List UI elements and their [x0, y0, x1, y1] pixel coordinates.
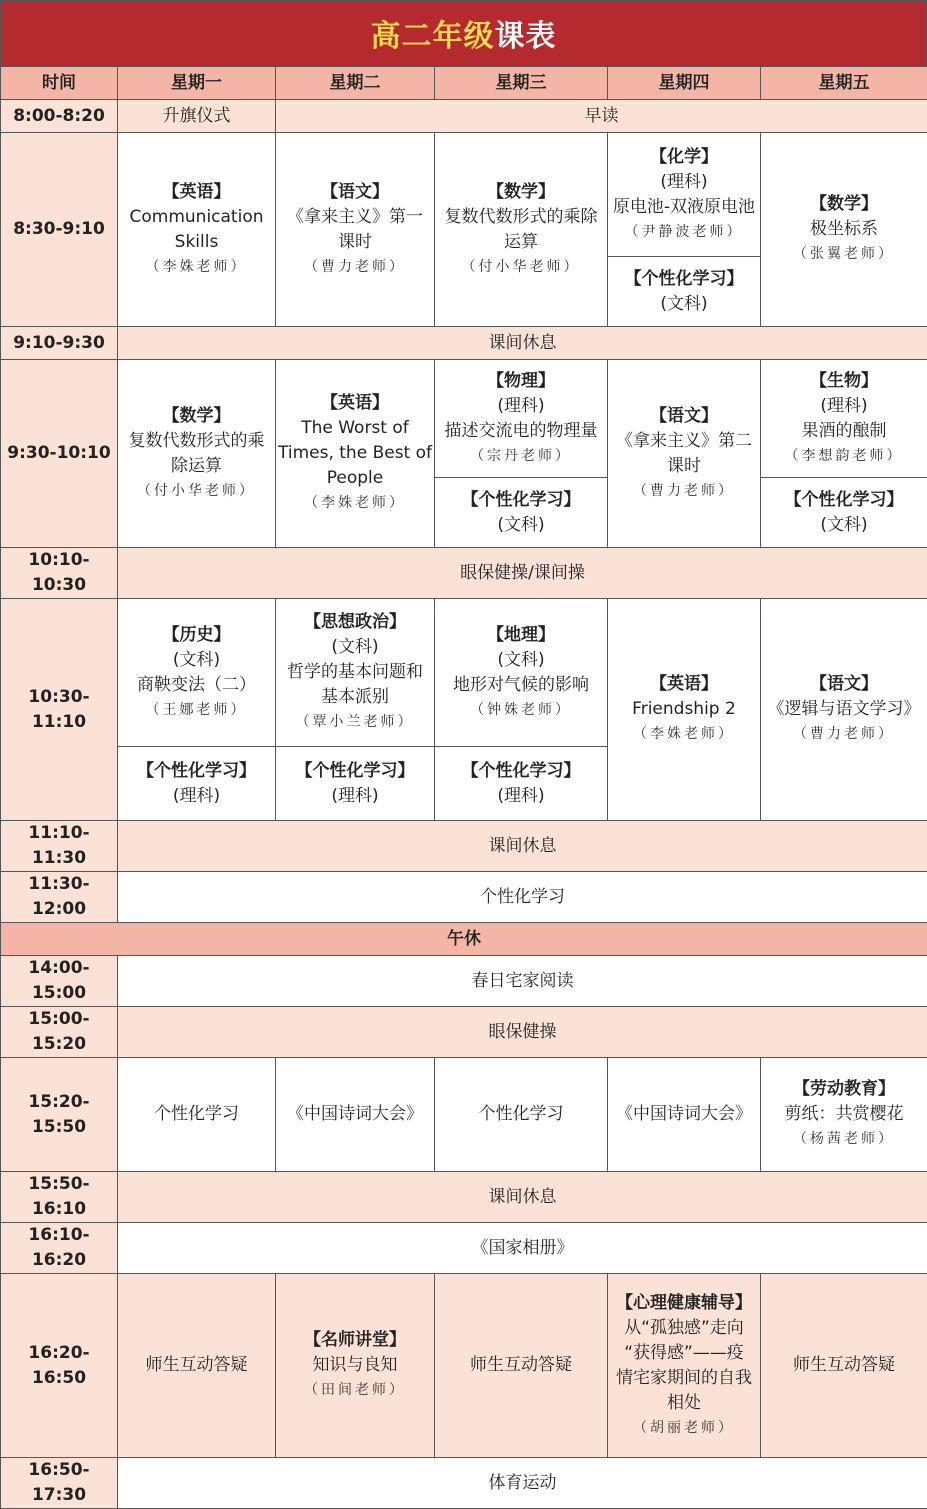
- cell-friday-bottom: [761, 478, 927, 548]
- lesson-line: (文科): [278, 635, 432, 660]
- row-0910: [1, 327, 927, 360]
- header-wednesday: 星期三: [435, 67, 608, 100]
- cell-wednesday-top: [435, 360, 608, 478]
- row-1650: [1, 1458, 927, 1509]
- cell-span: 眼保健操/课间操: [118, 548, 927, 599]
- subject-label: 【劳动教育】: [763, 1077, 925, 1102]
- row-1010: [1, 548, 927, 599]
- row-1130: [1, 872, 927, 923]
- teacher-label: （王娜老师）: [120, 698, 273, 723]
- lesson-line: People: [278, 466, 432, 491]
- teacher-label: （李姝老师）: [610, 722, 758, 747]
- time-cell: 14:00-15:00: [1, 956, 118, 1007]
- subject-label: 【数学】: [120, 404, 273, 429]
- cell-span: 课间休息: [118, 327, 927, 360]
- cell-span: 《国家相册》: [118, 1223, 927, 1274]
- lesson-line: 基本派别: [278, 685, 432, 710]
- teacher-label: （李想韵老师）: [763, 444, 925, 469]
- cell-tuesday: [276, 360, 435, 548]
- row-noon-break: [1, 923, 927, 956]
- subject-label: 【个性化学习】: [278, 759, 432, 784]
- lesson-line: 商鞅变法（二）: [120, 673, 273, 698]
- cell-tuesday-top: [276, 599, 435, 747]
- lesson-line: 果酒的酿制: [763, 419, 925, 444]
- lesson-line: 知识与良知: [278, 1353, 432, 1378]
- header-thursday: 星期四: [608, 67, 761, 100]
- cell-monday: [118, 133, 276, 327]
- lesson-line: (文科): [610, 292, 758, 317]
- time-cell: 16:20-16:50: [1, 1274, 118, 1458]
- lesson-line: (文科): [437, 648, 605, 673]
- lesson-line: Communication: [120, 205, 273, 230]
- header-monday: 星期一: [118, 67, 276, 100]
- teacher-label: （曹力老师）: [278, 255, 432, 280]
- row-1550: [1, 1172, 927, 1223]
- subject-label: 【个性化学习】: [437, 759, 605, 784]
- teacher-label: （田间老师）: [278, 1378, 432, 1403]
- lesson-line: 极坐标系: [763, 217, 925, 242]
- lesson-line: 哲学的基本问题和: [278, 660, 432, 685]
- subject-label: 【心理健康辅导】: [610, 1291, 758, 1316]
- cell-span: 早读: [276, 100, 927, 133]
- teacher-label: （杨茜老师）: [763, 1127, 925, 1152]
- cell-monday-top: [118, 599, 276, 747]
- cell-wednesday-bottom: [435, 747, 608, 821]
- timetable: [0, 66, 927, 1509]
- cell-monday: [118, 360, 276, 548]
- lesson-line: 课时: [278, 230, 432, 255]
- cell-monday: 个性化学习: [118, 1058, 276, 1172]
- row-1500: [1, 1007, 927, 1058]
- header-tuesday: 星期二: [276, 67, 435, 100]
- header-time: 时间: [1, 67, 118, 100]
- subject-label: 【个性化学习】: [437, 488, 605, 513]
- row-1030: [1, 599, 927, 747]
- teacher-label: （曹力老师）: [610, 479, 758, 504]
- cell-span: 体育运动: [118, 1458, 927, 1509]
- timetable-title: [0, 0, 927, 66]
- time-cell: 15:20-15:50: [1, 1058, 118, 1172]
- time-cell: 9:10-9:30: [1, 327, 118, 360]
- time-cell: 10:30-11:10: [1, 599, 118, 821]
- row-1610: [1, 1223, 927, 1274]
- cell-span: 课间休息: [118, 821, 927, 872]
- cell-thursday: [608, 360, 761, 548]
- subject-label: 【个性化学习】: [120, 759, 273, 784]
- row-0800: [1, 100, 927, 133]
- subject-label: 【历史】: [120, 623, 273, 648]
- cell-tuesday-bottom: [276, 747, 435, 821]
- cell-thursday-bottom: [608, 257, 761, 327]
- cell-thursday: [608, 599, 761, 821]
- title-suffix: 课表: [495, 11, 557, 55]
- subject-label: 【语文】: [278, 180, 432, 205]
- cell-monday: 升旗仪式: [118, 100, 276, 133]
- subject-label: 【化学】: [610, 145, 758, 170]
- subject-label: 【数学】: [437, 180, 605, 205]
- lesson-line: (文科): [437, 513, 605, 538]
- lesson-line: 复数代数形式的乘: [120, 429, 273, 454]
- teacher-label: （胡丽老师）: [610, 1416, 758, 1441]
- lesson-line: (理科): [120, 784, 273, 809]
- title-grade: 高二年级: [371, 11, 495, 55]
- lesson-line: 从“孤独感”走向: [610, 1316, 758, 1341]
- subject-label: 【英语】: [120, 180, 273, 205]
- teacher-label: （付小华老师）: [120, 479, 273, 504]
- lesson-line: 原电池-双液原电池: [610, 195, 758, 220]
- lesson-line: (理科): [278, 784, 432, 809]
- time-cell: 11:10-11:30: [1, 821, 118, 872]
- lesson-line: 剪纸：共赏樱花: [763, 1102, 925, 1127]
- row-1110: [1, 821, 927, 872]
- lesson-line: Skills: [120, 230, 273, 255]
- cell-wednesday-bottom: [435, 478, 608, 548]
- lesson-line: 复数代数形式的乘除: [437, 205, 605, 230]
- row-1400: [1, 956, 927, 1007]
- teacher-label: （钟姝老师）: [437, 698, 605, 723]
- subject-label: 【名师讲堂】: [278, 1328, 432, 1353]
- teacher-label: （李姝老师）: [120, 255, 273, 280]
- time-cell: 16:50-17:30: [1, 1458, 118, 1509]
- subject-label: 【个性化学习】: [610, 267, 758, 292]
- cell-tuesday: 《中国诗词大会》: [276, 1058, 435, 1172]
- time-cell: 11:30-12:00: [1, 872, 118, 923]
- cell-span: 春日宅家阅读: [118, 956, 927, 1007]
- lesson-line: “获得感”——疫: [610, 1341, 758, 1366]
- subject-label: 【英语】: [278, 391, 432, 416]
- subject-label: 【语文】: [610, 404, 758, 429]
- lesson-line: (理科): [610, 170, 758, 195]
- teacher-label: （张翼老师）: [763, 242, 925, 267]
- cell-wednesday-top: [435, 599, 608, 747]
- cell-wednesday: 师生互动答疑: [435, 1274, 608, 1458]
- subject-label: 【语文】: [763, 672, 925, 697]
- time-cell: 15:50-16:10: [1, 1172, 118, 1223]
- noon-break-label: 午休: [1, 923, 927, 956]
- row-0930: [1, 360, 927, 478]
- lesson-line: 地形对气候的影响: [437, 673, 605, 698]
- header-friday: 星期五: [761, 67, 927, 100]
- lesson-line: (文科): [763, 513, 925, 538]
- cell-friday: [761, 133, 927, 327]
- lesson-line: Friendship 2: [610, 697, 758, 722]
- teacher-label: （李姝老师）: [278, 491, 432, 516]
- subject-label: 【个性化学习】: [763, 488, 925, 513]
- lesson-line: 《拿来主义》第一: [278, 205, 432, 230]
- row-0830: [1, 133, 927, 257]
- lesson-line: 相处: [610, 1391, 758, 1416]
- cell-monday-bottom: [118, 747, 276, 821]
- cell-wednesday: 个性化学习: [435, 1058, 608, 1172]
- cell-span: 个性化学习: [118, 872, 927, 923]
- time-cell: 8:30-9:10: [1, 133, 118, 327]
- lesson-line: 运算: [437, 230, 605, 255]
- lesson-line: The Worst of: [278, 416, 432, 441]
- time-cell: 8:00-8:20: [1, 100, 118, 133]
- lesson-line: 《拿来主义》第二: [610, 429, 758, 454]
- teacher-label: （尹静波老师）: [610, 220, 758, 245]
- lesson-line: 描述交流电的物理量: [437, 419, 605, 444]
- lesson-line: (理科): [437, 784, 605, 809]
- cell-monday: 师生互动答疑: [118, 1274, 276, 1458]
- subject-label: 【数学】: [763, 192, 925, 217]
- subject-label: 【地理】: [437, 623, 605, 648]
- lesson-line: (理科): [763, 394, 925, 419]
- cell-thursday: 《中国诗词大会》: [608, 1058, 761, 1172]
- cell-friday-top: [761, 360, 927, 478]
- lesson-line: (文科): [120, 648, 273, 673]
- lesson-line: 情宅家期间的自我: [610, 1366, 758, 1391]
- lesson-line: (理科): [437, 394, 605, 419]
- header-row: [1, 67, 927, 100]
- time-cell: 10:10-10:30: [1, 548, 118, 599]
- cell-tuesday: [276, 133, 435, 327]
- lesson-line: Times, the Best of: [278, 441, 432, 466]
- subject-label: 【生物】: [763, 369, 925, 394]
- lesson-line: 课时: [610, 454, 758, 479]
- teacher-label: （曹力老师）: [763, 722, 925, 747]
- cell-friday: 师生互动答疑: [761, 1274, 927, 1458]
- subject-label: 【物理】: [437, 369, 605, 394]
- teacher-label: （覃小兰老师）: [278, 710, 432, 735]
- cell-span: 眼保健操: [118, 1007, 927, 1058]
- time-cell: 15:00-15:20: [1, 1007, 118, 1058]
- lesson-line: 除运算: [120, 454, 273, 479]
- lesson-line: 《逻辑与语文学习》: [763, 697, 925, 722]
- teacher-label: （宗丹老师）: [437, 444, 605, 469]
- time-cell: 16:10-16:20: [1, 1223, 118, 1274]
- cell-wednesday: [435, 133, 608, 327]
- cell-friday: [761, 1058, 927, 1172]
- subject-label: 【英语】: [610, 672, 758, 697]
- cell-friday: [761, 599, 927, 821]
- cell-span: 课间休息: [118, 1172, 927, 1223]
- teacher-label: （付小华老师）: [437, 255, 605, 280]
- time-cell: 9:30-10:10: [1, 360, 118, 548]
- subject-label: 【思想政治】: [278, 610, 432, 635]
- row-1520: [1, 1058, 927, 1172]
- cell-thursday-top: [608, 133, 761, 257]
